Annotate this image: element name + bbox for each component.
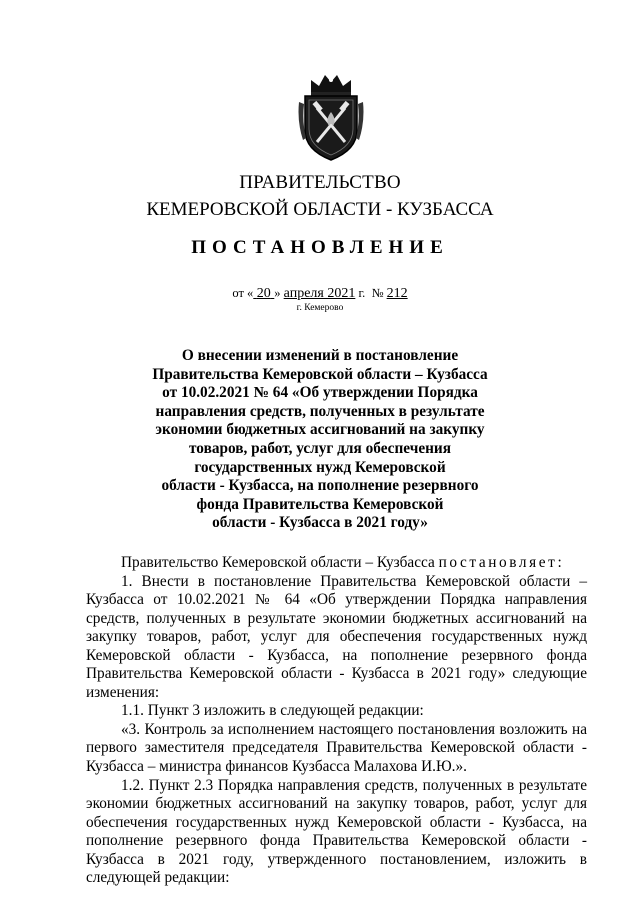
title-line: государственных нужд Кемеровской: [194, 458, 446, 476]
paragraph-1-2: 1.2. Пункт 2.3 Порядка направления средств, полученных в результате экономии бюджетных ассигнований на закупку товаров, работ, услуг для обеспечения государственных нужд Кемеровской области - Кузбасса, на пополнение резервного фонда Правительства Кемеровской области - Кузбасса в 2021 году, утвержденного постановлением, изложить в следующей редакции:: [86, 776, 587, 887]
date-line: [0, 286, 640, 302]
date-sep: »: [274, 286, 281, 300]
number-prefix: №: [371, 286, 384, 300]
date-day: 20: [256, 286, 271, 301]
document-body: [86, 554, 587, 888]
city: г. Кемерово: [296, 303, 344, 313]
title-line: Правительства Кемеровской области – Кузбасса: [152, 365, 488, 383]
paragraph-1-1-quote: «3. Контроль за исполнением настоящего постановления возложить на первого заместителя председателя Правительства Кемеровской области - Кузбасса – министра финансов Кузбасса Малахова И.Ю.».: [86, 720, 587, 776]
title-line: экономии бюджетных ассигнований на закупку: [155, 421, 485, 439]
date-month-year: апреля 2021: [283, 286, 356, 301]
document-type: ПОСТАНОВЛЕНИЕ: [191, 237, 449, 258]
date-year-suffix: г.: [358, 286, 366, 300]
intro-paragraph: Правительство Кемеровской области – Кузбасса постановляет:: [121, 554, 565, 571]
coat-of-arms-icon: [297, 72, 365, 162]
paragraph-1: 1. Внести в постановление Правительства Кемеровской области – Кузбасса от 10.02.2021 № 64 «Об утверждении Порядка направления средств, полученных в результате экономии бюджетных ассигнований на закупку товаров, работ, услуг для обеспечения государственных нужд Кемеровской области - Кузбасса, на пополнение резервного фонда Правительства Кемеровской области - Кузбасса в 2021 году» следующие изменения:: [86, 572, 587, 701]
title-line: области - Кузбасса в 2021 году»: [212, 514, 428, 532]
title-line: фонда Правительства Кемеровской: [196, 495, 444, 513]
title-line: направления средств, полученных в результате: [155, 402, 485, 420]
date-prefix: от «: [232, 286, 254, 300]
document-title: [0, 347, 640, 533]
decree-number: 212: [386, 286, 408, 301]
title-line: О внесении изменений в постановление: [181, 347, 459, 364]
title-line: от 10.02.2021 № 64 «Об утверждении Порядка: [162, 384, 478, 402]
title-line: области - Кузбасса, на пополнение резервного: [161, 477, 479, 495]
government-name-line2: КЕМЕРОВСКОЙ ОБЛАСТИ - КУЗБАССА: [146, 199, 494, 220]
paragraph-1-1: 1.1. Пункт 3 изложить в следующей редакции:: [121, 702, 424, 720]
government-name-line1: ПРАВИТЕЛЬСТВО: [239, 172, 401, 193]
intro-verb: постановляет:: [438, 554, 565, 571]
title-line: товаров, работ, услуг для обеспечения: [188, 439, 452, 457]
